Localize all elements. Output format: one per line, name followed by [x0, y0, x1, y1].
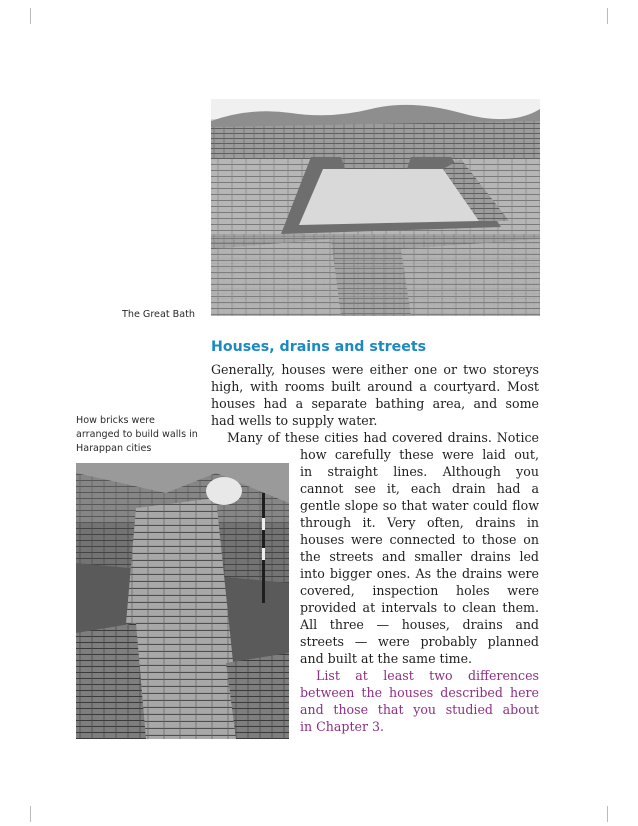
question-line: List at least two differences: [316, 668, 539, 683]
section-heading: Houses, drains and streets: [211, 339, 427, 355]
crop-mark-bottom-left: [30, 806, 31, 822]
harappan-bricks-photo: [76, 463, 289, 739]
para2-line: streets — were probably planned: [300, 634, 539, 649]
crop-mark-top-right: [607, 8, 608, 24]
para1-line: houses had a separate bathing area, and some: [211, 396, 539, 411]
bricks-caption-line: arranged to build walls in: [76, 429, 198, 440]
para2-line: the streets and smaller drains led: [300, 549, 539, 564]
para2-line: gentle slope so that water could flow: [300, 498, 539, 513]
great-bath-caption: The Great Bath: [122, 309, 195, 320]
crop-mark-bottom-right: [607, 806, 608, 822]
para2-line: in straight lines. Although you: [300, 464, 539, 479]
para2-line: All three — houses, drains and: [300, 617, 539, 632]
para1-line: had wells to supply water.: [211, 413, 378, 428]
para1-line: Generally, houses were either one or two storeys: [211, 362, 539, 377]
para2-line: into bigger ones. As the drains were: [300, 566, 539, 581]
crop-mark-top-left: [30, 8, 31, 24]
para2-line: cannot see it, each drain had a: [300, 481, 539, 496]
para2-line: and built at the same time.: [300, 651, 473, 666]
bricks-caption-line: How bricks were: [76, 415, 155, 426]
question-line: and those that you studied about: [300, 702, 539, 717]
question-line: in Chapter 3.: [300, 719, 385, 734]
para2-line: provided at intervals to clean them.: [300, 600, 539, 615]
question-line: between the houses described here: [300, 685, 539, 700]
bricks-caption-line: Harappan cities: [76, 443, 152, 454]
para1-line: high, with rooms built around a courtyard. Most: [211, 379, 539, 394]
para2-line: how carefully these were laid out,: [300, 447, 539, 462]
para2-lead: Many of these cities had covered drains. Notice: [227, 430, 539, 445]
great-bath-photo: [211, 99, 540, 316]
para2-line: through it. Very often, drains in: [300, 515, 539, 530]
para2-line: covered, inspection holes were: [300, 583, 539, 598]
para2-line: houses were connected to those on: [300, 532, 539, 547]
